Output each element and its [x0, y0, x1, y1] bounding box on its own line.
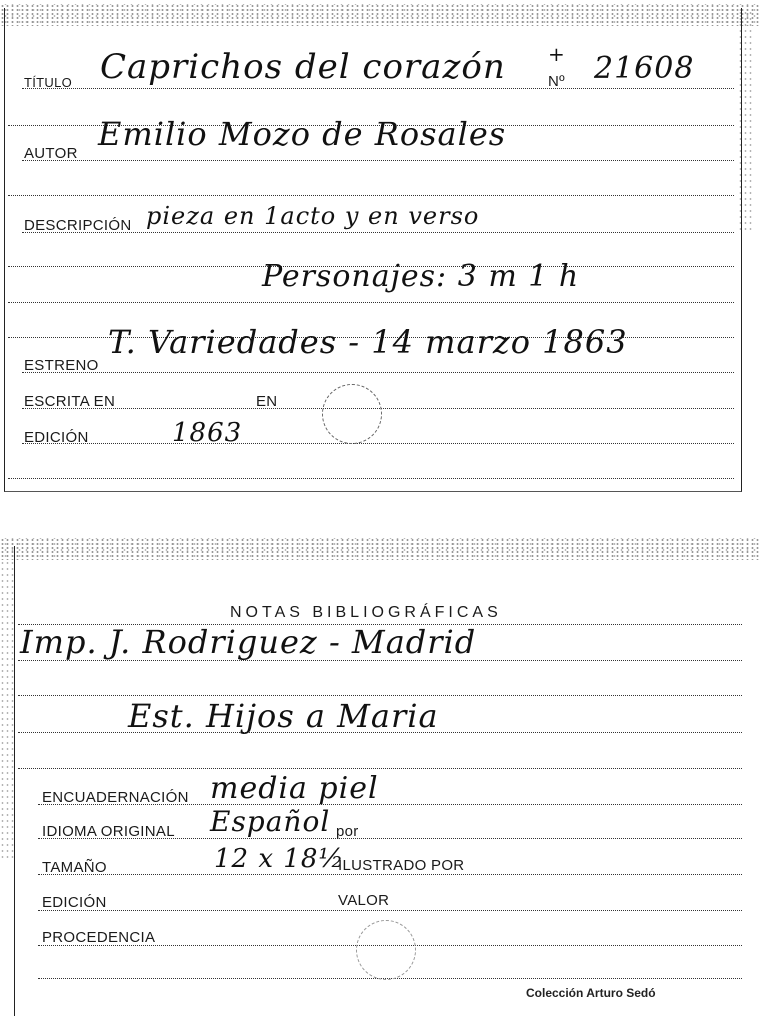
personajes-value: Personajes: 3 m 1 h	[262, 259, 580, 294]
valor-label: VALOR	[338, 892, 390, 909]
rule-line	[8, 195, 734, 196]
numero-value: 21608	[594, 51, 695, 86]
note-line-1: Imp. J. Rodriguez - Madrid	[20, 623, 477, 661]
idioma-label: IDIOMA ORIGINAL	[42, 823, 175, 840]
estreno-value: T. Variedades - 14 marzo 1863	[108, 323, 628, 361]
edicion-label-top: EDICIÓN	[24, 429, 89, 446]
edicion-label-bottom: EDICIÓN	[42, 894, 107, 911]
numero-label: Nº	[548, 73, 565, 90]
rule-line	[8, 478, 734, 479]
autor-value: Emilio Mozo de Rosales	[98, 115, 507, 153]
rule-line	[38, 874, 742, 875]
tamano-label: TAMAÑO	[42, 859, 107, 876]
descripcion-value: pieza en 1acto y en verso	[146, 202, 480, 230]
en-label: EN	[256, 393, 278, 410]
rule-line	[8, 302, 734, 303]
descripcion-label: DESCRIPCIÓN	[24, 217, 132, 234]
por-label: por	[336, 823, 359, 840]
titulo-label: TÍTULO	[24, 75, 73, 90]
tamano-value: 12 x 18½	[214, 844, 345, 874]
scan-noise-left	[0, 560, 14, 860]
encuadernacion-label: ENCUADERNACIÓN	[42, 789, 189, 806]
ilustrado-label: ILUSTRADO POR	[338, 857, 465, 874]
edicion-value-top: 1863	[172, 418, 243, 448]
rule-line	[22, 443, 734, 444]
estreno-label: ESTRENO	[24, 357, 99, 374]
stamp-circle-bottom	[356, 920, 416, 980]
escrita-en-label: ESCRITA EN	[24, 393, 116, 410]
titulo-value: Caprichos del corazón	[100, 47, 506, 87]
procedencia-label: PROCEDENCIA	[42, 929, 156, 946]
idioma-value: Español	[210, 805, 331, 838]
rule-line	[22, 88, 734, 89]
rule-line	[18, 768, 742, 769]
collection-credit: Colección Arturo Sedó	[526, 986, 656, 1000]
note-line-2: Est. Hijos a Maria	[128, 697, 439, 735]
rule-line	[22, 160, 734, 161]
rule-line	[22, 372, 734, 373]
notas-heading: NOTAS BIBLIOGRÁFICAS	[230, 604, 502, 621]
autor-label: AUTOR	[24, 145, 78, 162]
rule-line	[38, 910, 742, 911]
stamp-circle	[322, 384, 382, 444]
numero-mark: +	[548, 42, 566, 66]
rule-line	[18, 695, 742, 696]
encuadernacion-value: media piel	[210, 771, 379, 806]
